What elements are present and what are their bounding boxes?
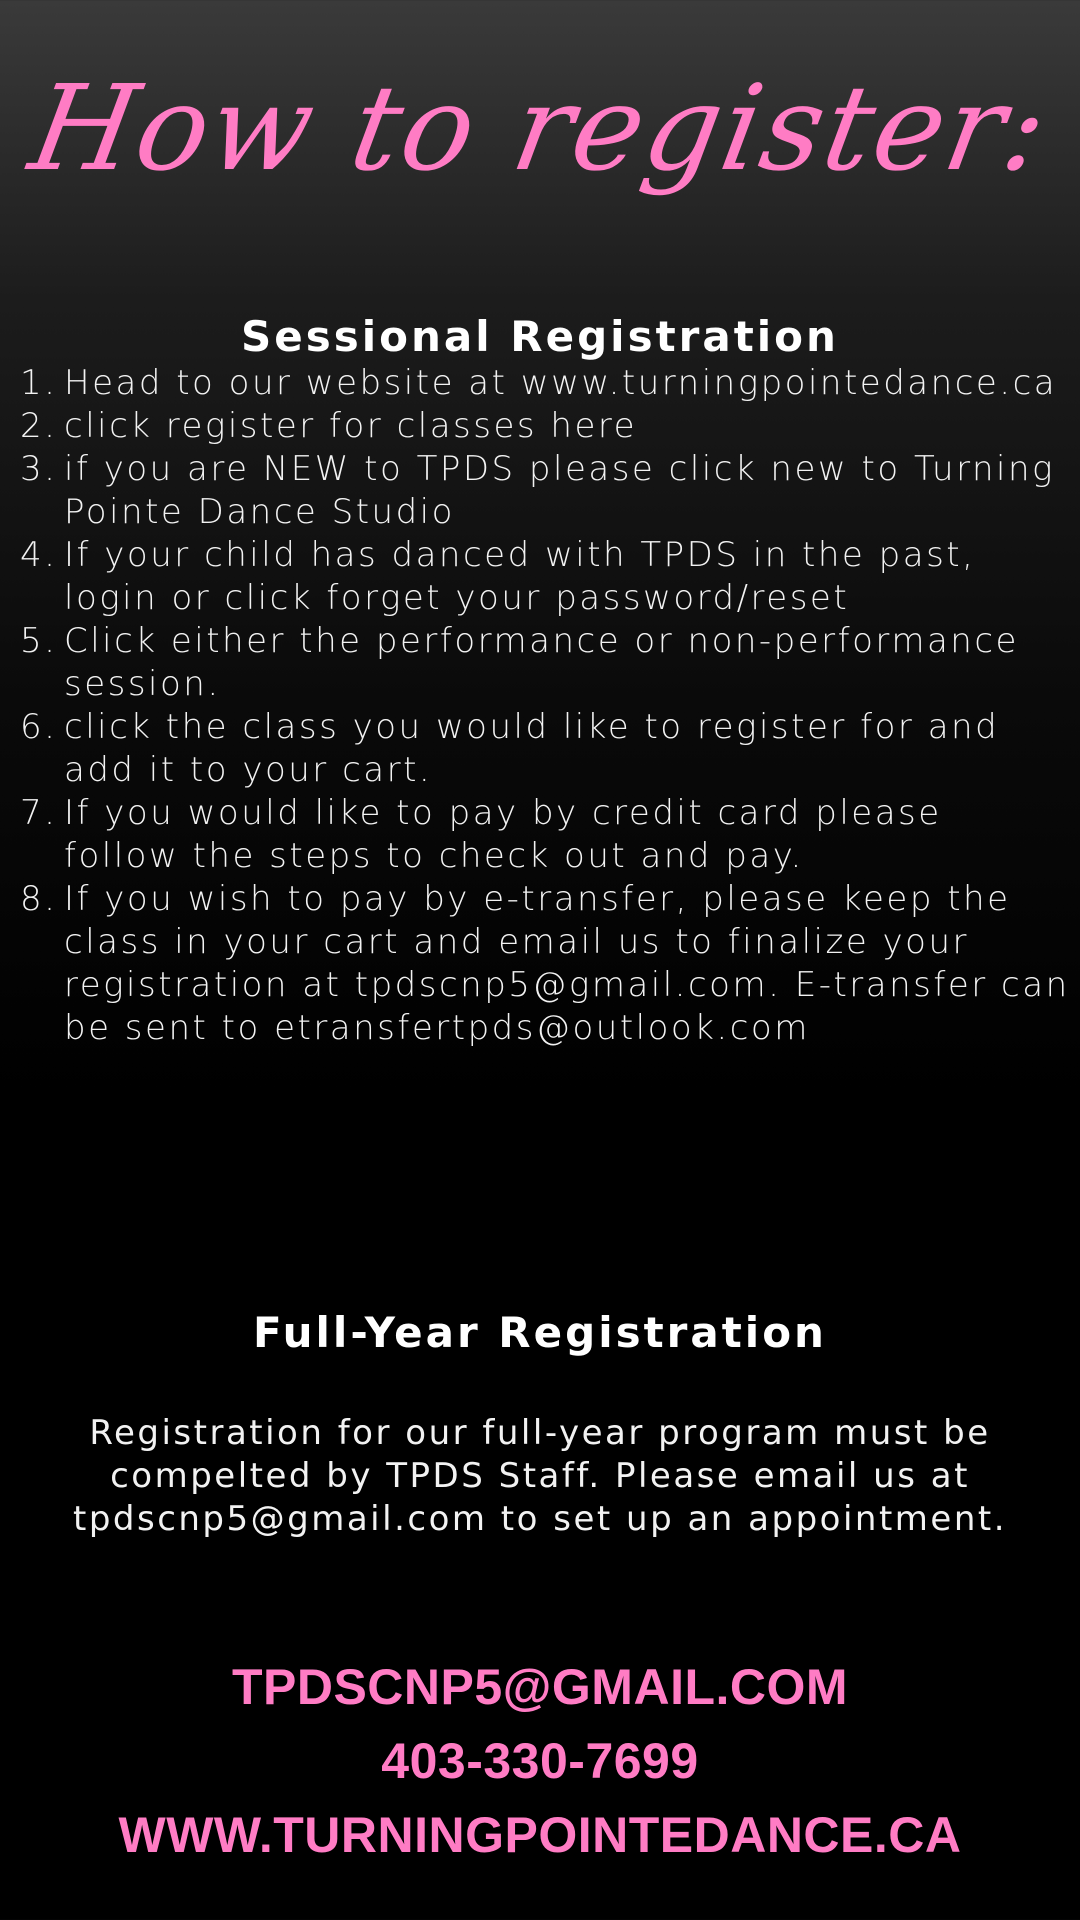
step-text: if you are NEW to TPDS please click new to Turning Pointe Dance Studio [64, 449, 1055, 532]
list-item [20, 620, 1070, 706]
step-text: If you would like to pay by credit card please follow the steps to check out and pay. [64, 793, 942, 876]
list-item [20, 448, 1070, 534]
full-year-description: Registration for our full-year program must be compelted by TPDS Staff. Please email us at tpdscnp5@gmail.com to set up an appointment. [72, 1413, 1008, 1539]
page-title: How to register: [21, 59, 1060, 197]
step-text: If your child has danced with TPDS in the past, login or click forget your password/reset [64, 535, 976, 618]
contact-email: TPDSCNP5@GMAIL.COM [231, 1659, 849, 1715]
sessional-heading: Sessional Registration [241, 312, 839, 361]
contact-website: WWW.TURNINGPOINTEDANCE.CA [118, 1807, 962, 1863]
sessional-steps-list [20, 362, 1070, 1050]
list-item [20, 534, 1070, 620]
step-text: Click either the performance or non-performance session. [64, 621, 1019, 704]
step-text: Head to our website at www.turningpointedance.ca [64, 363, 1058, 403]
step-number: 3. [20, 449, 58, 489]
list-item [20, 362, 1070, 405]
step-number: 4. [20, 535, 58, 575]
list-item [20, 792, 1070, 878]
list-item [20, 405, 1070, 448]
step-number: 2. [20, 406, 58, 446]
step-text: click register for classes here [64, 406, 638, 446]
step-number: 5. [20, 621, 58, 661]
step-text: If you wish to pay by e-transfer, please keep the class in your cart and email us to finalize your registration at tpdscnp5@gmail.com. E-transfer can be sent to etransfertpds@outlook.com [64, 879, 1070, 1048]
step-number: 8. [20, 879, 58, 919]
list-item [20, 878, 1070, 1050]
step-number: 1. [20, 363, 58, 403]
list-item [20, 706, 1070, 792]
step-text: click the class you would like to register for and add it to your cart. [64, 707, 1000, 790]
full-year-heading: Full-Year Registration [253, 1308, 827, 1357]
contact-phone: 403-330-7699 [381, 1733, 699, 1789]
step-number: 6. [20, 707, 58, 747]
step-number: 7. [20, 793, 58, 833]
